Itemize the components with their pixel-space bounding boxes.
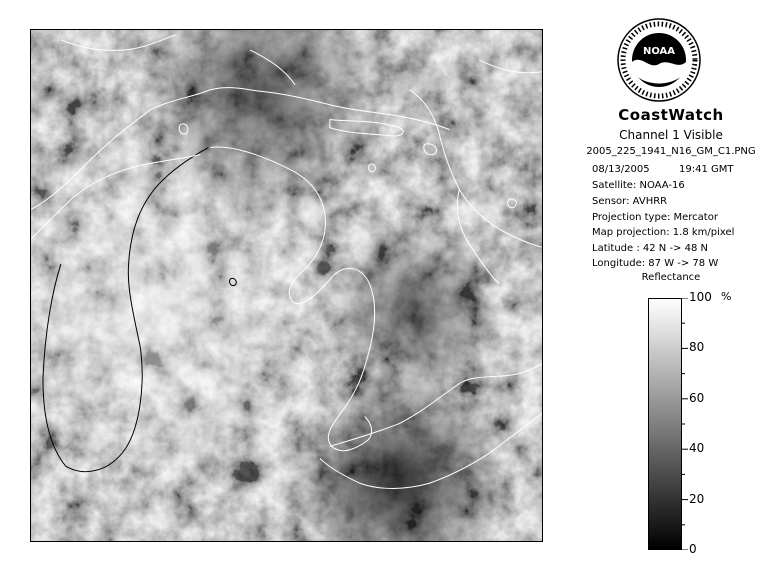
sensor-label: Sensor: AVHRR xyxy=(592,196,668,207)
colorbar-title: Reflectance xyxy=(641,272,701,283)
latitude-label: Latitude : 42 N -> 48 N xyxy=(592,243,708,254)
satellite-imagery xyxy=(31,30,542,541)
filename-label: 2005_225_1941_N16_GM_C1.PNG xyxy=(586,146,756,157)
app-title: CoastWatch xyxy=(618,106,724,124)
satellite-map xyxy=(30,29,543,542)
colorbar-tick-label: 20 xyxy=(689,491,705,506)
channel-label: Channel 1 Visible xyxy=(619,128,723,142)
projection-label: Projection type: Mercator xyxy=(592,212,718,223)
svg-text:NOAA: NOAA xyxy=(642,46,676,57)
colorbar-tick-label: 100 xyxy=(689,290,712,304)
satellite-label: Satellite: NOAA-16 xyxy=(592,180,685,191)
legend-panel xyxy=(560,0,782,572)
map-projection-label: Map projection: 1.8 km/pixel xyxy=(592,227,735,238)
colorbar-tick-label: 60 xyxy=(689,390,705,405)
colorbar-tick-label: 80 xyxy=(689,340,705,355)
noaa-logo xyxy=(617,18,701,102)
colorbar-tick-label: 0 xyxy=(689,542,697,556)
colorbar-unit: % xyxy=(721,290,732,303)
reflectance-colorbar xyxy=(648,298,682,550)
longitude-label: Longitude: 87 W -> 78 W xyxy=(592,258,719,269)
date-label: 08/13/2005 xyxy=(592,164,650,175)
time-label: 19:41 GMT xyxy=(679,164,734,175)
colorbar-tick-label: 40 xyxy=(689,441,705,456)
colorbar-ticks xyxy=(682,298,694,550)
